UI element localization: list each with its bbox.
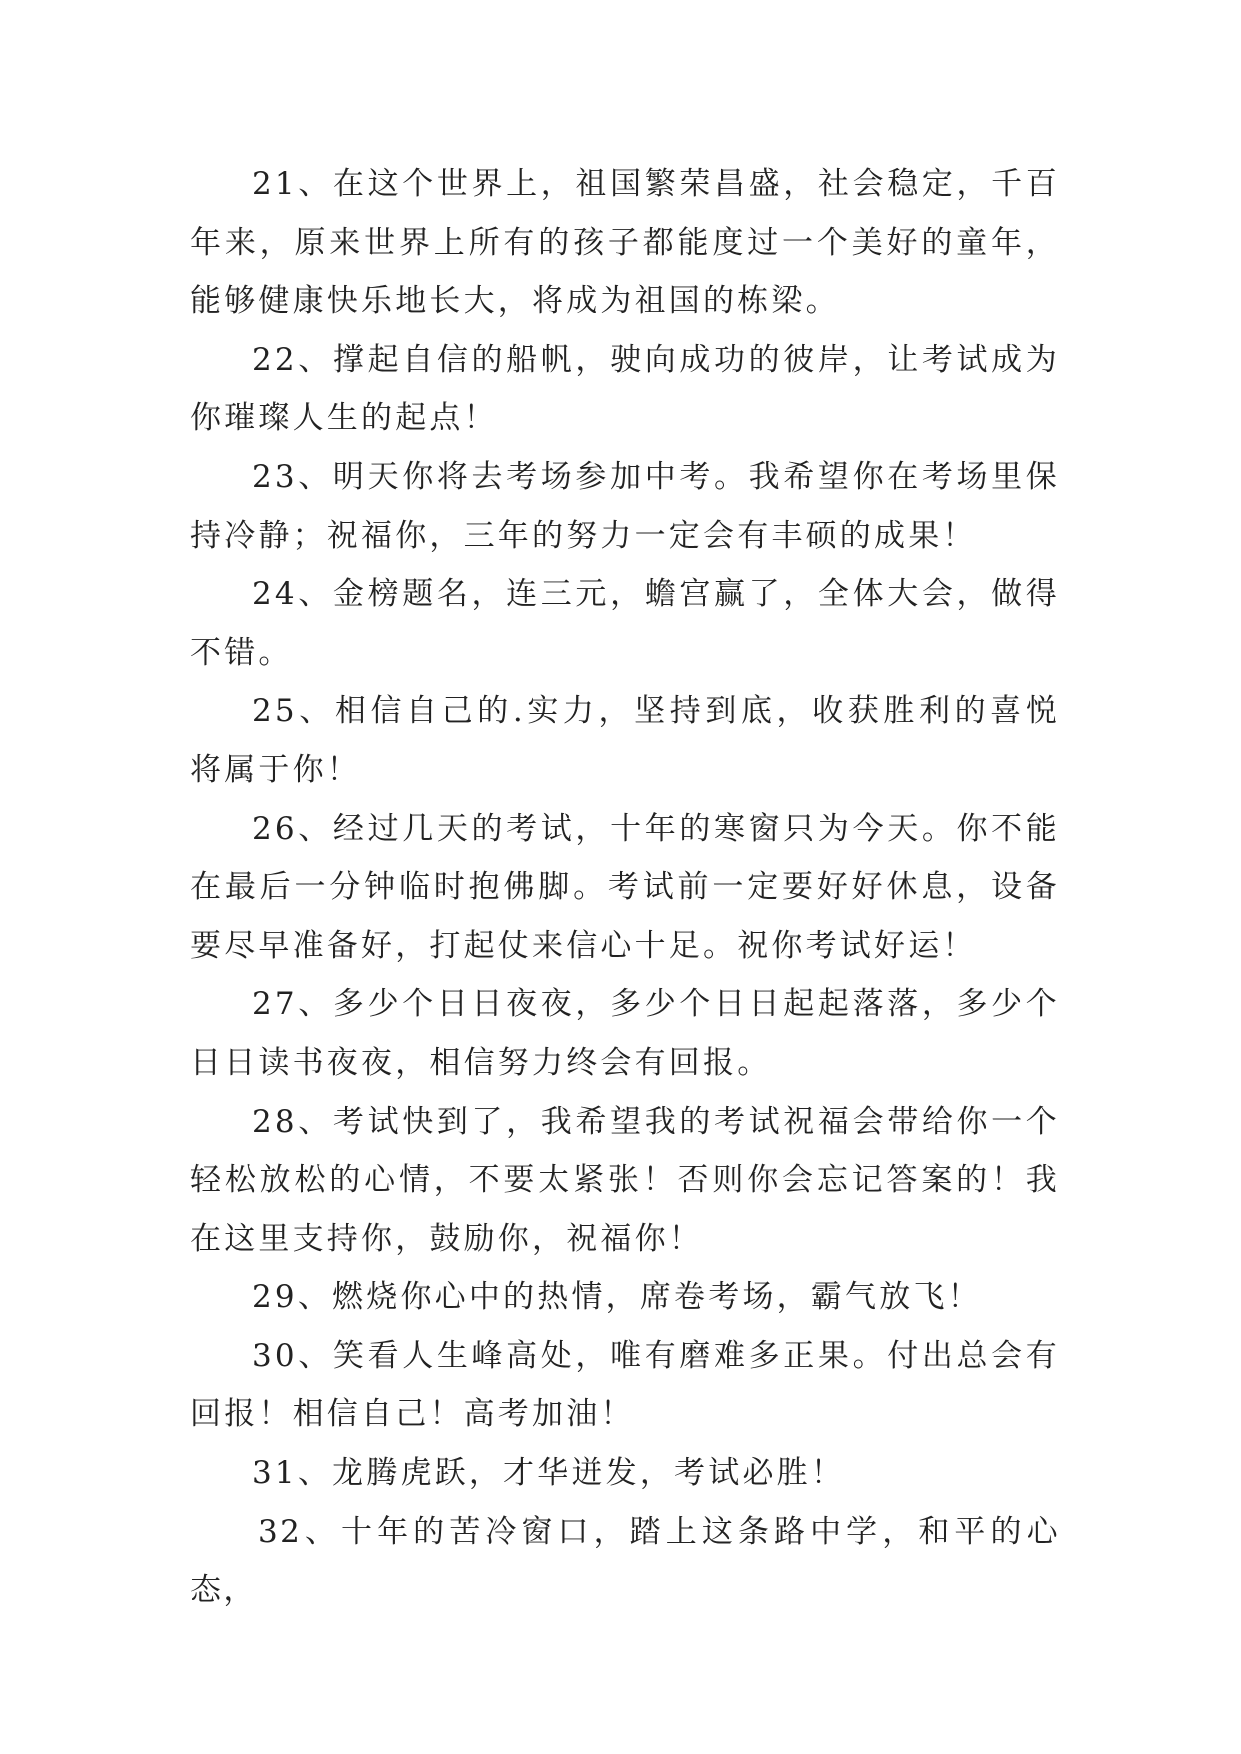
document-body (190, 155, 1060, 1620)
paragraph-28: 28、考试快到了，我希望我的考试祝福会带给你一个轻松放松的心情，不要太紧张！否则你会忘记答案的！我在这里支持你，鼓励你，祝福你！ (190, 1103, 1060, 1257)
paragraph-29: 29、燃烧你心中的热情，席卷考场，霸气放飞！ (252, 1279, 982, 1316)
paragraph-32: 32、十年的苦冷窗口，踏上这条路中学，和平的心态， (190, 1513, 1060, 1609)
paragraph-26: 26、经过几天的考试，十年的寒窗只为今天。你不能在最后一分钟临时抱佛脚。考试前一定要好好休息，设备要尽早准备好，打起仗来信心十足。祝你考试好运！ (190, 810, 1060, 964)
paragraph-24: 24、金榜题名，连三元，蟾宫赢了，全体大会，做得不错。 (190, 576, 1060, 671)
paragraph-27: 27、多少个日日夜夜，多少个日日起起落落，多少个日日读书夜夜，相信努力终会有回报。 (190, 986, 1060, 1081)
paragraph-21: 21、在这个世界上，祖国繁荣昌盛，社会稳定，千百年来，原来世界上所有的孩子都能度过一个美好的童年，能够健康快乐地长大，将成为祖国的栋梁。 (190, 166, 1060, 320)
paragraph-30: 30、笑看人生峰高处，唯有磨难多正果。付出总会有回报！相信自己！高考加油！ (190, 1337, 1060, 1433)
paragraph-31: 31、龙腾虎跃，才华迸发，考试必胜！ (252, 1455, 846, 1492)
paragraph-22: 22、撑起自信的船帆，驶向成功的彼岸，让考试成为你璀璨人生的起点！ (190, 341, 1060, 437)
paragraph-23: 23、明天你将去考场参加中考。我希望你在考场里保持冷静；祝福你，三年的努力一定会有丰硕的成果！ (190, 458, 1060, 554)
paragraph-25: 25、相信自己的.实力，坚持到底，收获胜利的喜悦将属于你！ (190, 693, 1060, 788)
